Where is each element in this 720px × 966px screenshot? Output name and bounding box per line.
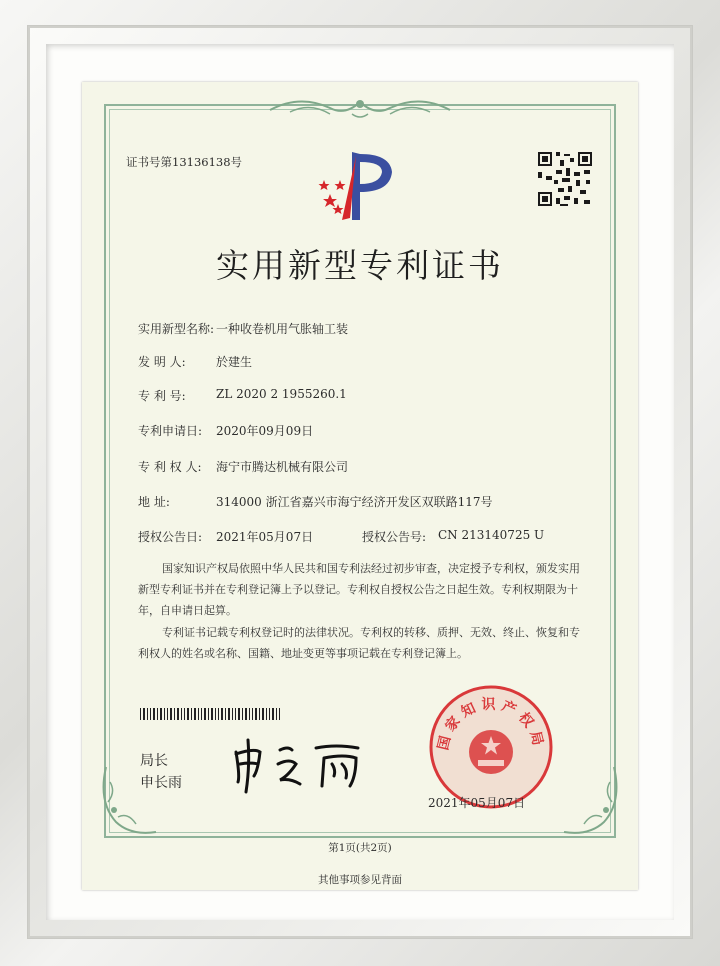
patent-number-value: ZL 2020 2 1955260.1 [216,387,347,401]
svg-text:国家知识产权局: 国家知识产权局 [435,697,547,752]
patent-number-label: 专 利 号: [138,389,186,403]
signatory-title: 局长 [140,753,168,769]
inventor-value: 於建生 [216,355,253,369]
utility-name-value: 一种收卷机用气胀轴工装 [216,322,349,336]
bottom-right-ornament [554,762,624,842]
handwritten-signature [230,736,370,796]
patent-office-logo-icon [316,148,406,224]
barcode-icon [140,708,280,720]
signatory-name: 申长雨 [140,775,182,791]
patentee-value: 海宁市腾达机械有限公司 [216,460,349,474]
certificate-number: 证书号第13136138号 [126,155,243,169]
address-label: 地 址: [138,495,170,509]
grant-date-value: 2021年05月07日 [216,530,314,544]
grant-date-label: 授权公告日: [138,530,203,544]
grant-number-value: CN 213140725 U [438,528,545,542]
grant-paragraph: 国家知识产权局依照中华人民共和国专利法经过初步审查，决定授予专利权，颁发实用新型专利证书并在专利登记簿上予以登记。专利权自授权公告之日起生效。专利权期限为十年，自申请日起算。 [138,562,580,617]
filing-date-label: 专利申请日: [138,424,203,438]
official-seal [426,682,556,812]
legal-status-paragraph: 专利证书记载专利权登记时的法律状况。专利权的转移、质押、无效、终止、恢复和专利权人的姓名或名称、国籍、地址变更等事项记载在专利登记簿上。 [138,626,580,660]
top-ornament [260,92,460,122]
patentee-label: 专 利 权 人: [138,460,202,474]
certificate-paper [82,82,638,890]
seal-date: 2021年05月07日 [428,796,526,810]
filing-date-value: 2020年09月09日 [216,424,314,438]
qr-code-icon [536,150,594,208]
utility-name-label: 实用新型名称: [138,322,215,336]
grant-number-label: 授权公告号: [362,530,427,544]
back-page-note: 其他事项参见背面 [318,874,402,886]
certificate-title: 实用新型专利证书 [216,246,504,285]
page-indicator: 第1页(共2页) [328,842,392,854]
address-value: 314000 浙江省嘉兴市海宁经济开发区双联路117号 [216,495,493,509]
inventor-label: 发 明 人: [138,355,186,369]
